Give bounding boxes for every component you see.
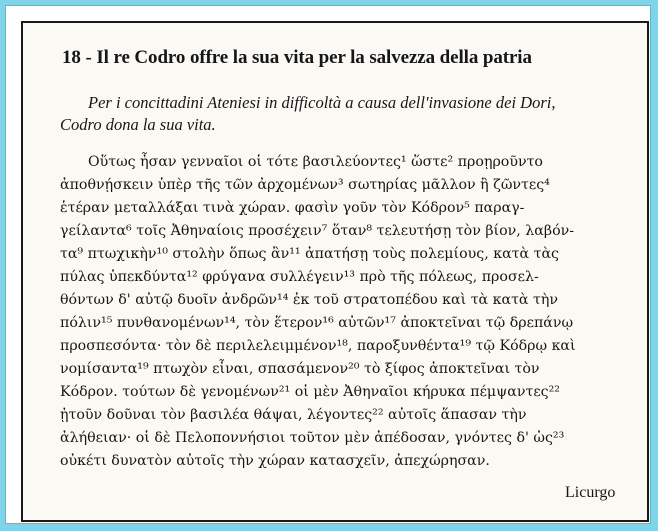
greek-text <box>60 151 640 473</box>
intro-line: Codro dona la sua vita. <box>60 115 216 134</box>
text-line: Οὕτως ἦσαν γενναῖοι οἱ τότε βασιλεύοντες¹ ὥστε² προῃροῦντο <box>88 154 543 170</box>
text-line: θόντων δ' αὐτῷ δυοῖν ἀνδρῶν¹⁴ ἐκ τοῦ στρατοπέδου καὶ τὰ κατὰ τὴν <box>60 292 558 308</box>
intro-line: Per i concittadini Ateniesi in difficoltà a causa dell'invasione dei Dori, <box>88 93 556 112</box>
text-line: πόλιν¹⁵ πυνθανομένων¹⁴, τὸν ἕτερον¹⁶ αὐτῶν¹⁷ ἀποκτεῖναι τῷ δρεπάνῳ <box>60 315 574 331</box>
page-title: 18 - Il re Codro offre la sua vita per la salvezza della patria <box>62 47 532 68</box>
text-line: νομίσαντα¹⁹ πτωχὸν εἶναι, σπασάμενον²⁰ τὸ ξίφος ἀποκτεῖναι τὸν <box>60 361 540 377</box>
text-line: οὐκέτι δυνατὸν αὐτοῖς τὴν χώραν κατασχεῖν, ἀπεχώρησαν. <box>60 453 490 469</box>
text-line: ἀποθνῄσκειν ὑπὲρ τῆς τῶν ἀρχομένων³ σωτηρίας μᾶλλον ἢ ζῶντες⁴ <box>60 177 550 193</box>
text-line: γείλαντα⁶ τοῖς Ἀθηναίοις προσέχειν⁷ ὅταν⁸ τελευτήσῃ τὸν βίον, λαβόν- <box>60 223 575 239</box>
text-line: ᾐτοῦν δοῦναι τὸν βασιλέα θάψαι, λέγοντες²² αὐτοῖς ἅπασαν τὴν <box>60 407 527 423</box>
intro-paragraph <box>60 92 620 136</box>
text-line: ἑτέραν μεταλλάξαι τινὰ χώραν. φασὶν γοῦν τὸν Κόδρον⁵ παραγ- <box>60 200 525 216</box>
text-line: Κόδρον. τούτων δὲ γενομένων²¹ οἱ μὲν Ἀθηναῖοι κήρυκα πέμψαντες²² <box>60 384 560 400</box>
text-line: προσπεσόντα· τὸν δὲ περιλελειμμένον¹⁸, παροξυνθέντα¹⁹ τῷ Κόδρῳ καὶ <box>60 338 576 354</box>
author-name: Licurgo <box>565 484 616 501</box>
text-line: πύλας ὑπεκδύντα¹² φρύγανα συλλέγειν¹³ πρὸ τῆς πόλεως, προσελ- <box>60 269 539 285</box>
text-line: ἀλήθειαν· οἱ δὲ Πελοποννήσιοι τοῦτον μὲν ἀπέδοσαν, γνόντες δ' ὡς²³ <box>60 430 565 446</box>
text-line: τα⁹ πτωχικὴν¹⁰ στολὴν ὅπως ἂν¹¹ ἀπατήσῃ τοὺς πολεμίους, κατὰ τὰς <box>60 246 559 262</box>
